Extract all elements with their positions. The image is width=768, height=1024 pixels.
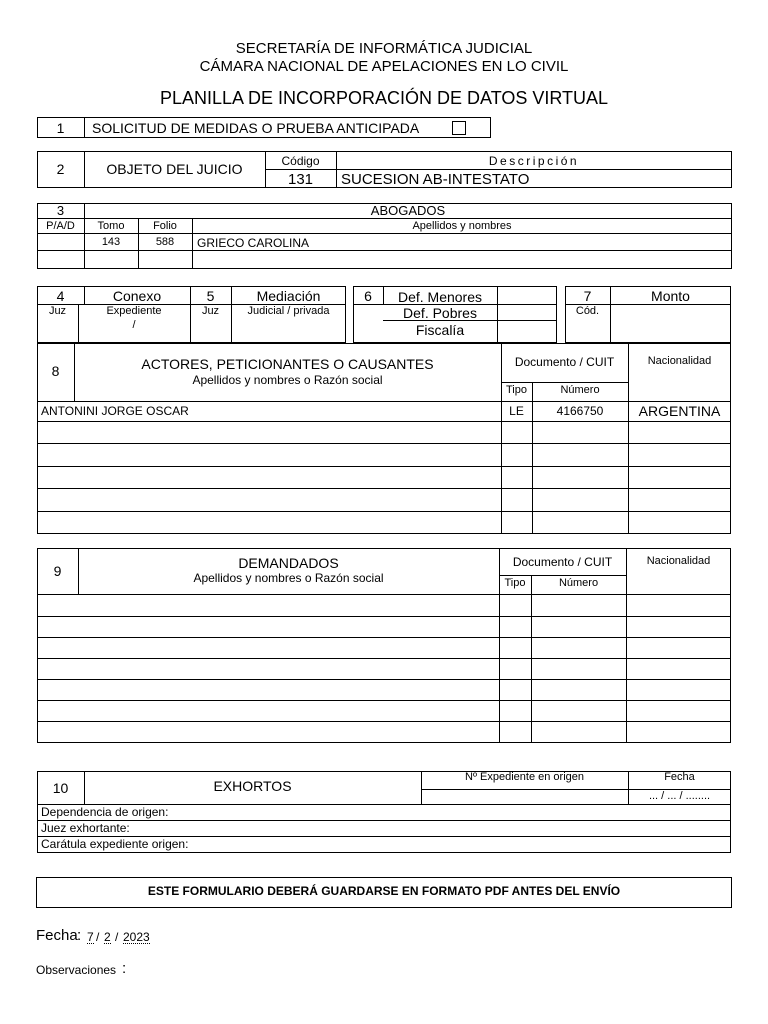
col-nombre-header: Apellidos y nombres [412,220,512,232]
mediacion-judicial: Judicial / privada [247,305,330,317]
actores-doc-header: Documento / CUIT [514,355,615,369]
section-1-label: SOLICITUD DE MEDIDAS O PRUEBA ANTICIPADA [92,120,420,136]
section-4-label: Conexo [112,288,162,304]
section-7-label: Monto [651,288,690,304]
anticipada-checkbox[interactable] [452,121,466,135]
exhortos-fecha-header: Fecha [664,771,695,783]
exhortos-exp-header: Nº Expediente en origen [465,771,584,783]
actor-nombre: ANTONINI JORGE OSCAR [41,404,189,418]
fiscalia-label: Fiscalía [415,322,465,338]
fecha-month: 2 [104,930,111,944]
section-8-label: ACTORES, PETICIONANTES O CAUSANTES [141,356,434,372]
section-1-number: 1 [56,120,65,136]
fecha-label: Fecha [36,927,78,944]
section-10-number: 10 [52,780,69,796]
section-9-sublabel: Apellidos y nombres o Razón social [193,571,384,585]
actores-numero-header: Número [560,384,600,396]
observaciones-colon: : [122,960,127,977]
monto-cod: Cód. [575,305,600,317]
fecha-slash-1: / [96,930,100,944]
codigo-value: 131 [287,171,314,188]
abogado-nombre: GRIECO CAROLINA [197,236,310,250]
descripcion-header: Descripción [488,154,580,168]
mediacion-juz: Juz [201,305,220,317]
conexo-expediente: Expediente [106,305,162,317]
actor-numero: 4166750 [556,404,604,418]
section-2-number: 2 [56,161,65,177]
col-tomo-header: Tomo [97,220,125,232]
fecha-slash-2: / [115,930,119,944]
demandados-tipo-header: Tipo [504,577,526,589]
demandados-numero-header: Número [558,577,599,589]
notice-text: ESTE FORMULARIO DEBERÁ GUARDARSE EN FORMATO PDF ANTES DEL ENVÍO [147,884,621,898]
actor-tipo: LE [509,404,524,418]
section-8-sublabel: Apellidos y nombres o Razón social [192,373,383,387]
section-10-label: EXHORTOS [213,778,292,794]
section-9-label: DEMANDADOS [238,555,339,571]
col-pad-header: P/A/D [46,220,75,232]
demandados-nac-header: Nacionalidad [646,555,711,567]
abogado-folio: 588 [155,236,175,248]
section-5-number: 5 [206,288,215,304]
demandados-doc-header: Documento / CUIT [512,555,613,569]
section-3-label: ABOGADOS [370,203,446,218]
actores-nac-header: Nacionalidad [647,355,712,367]
fecha-year: 2023 [123,930,150,944]
section-7-number: 7 [583,288,592,304]
codigo-header: Código [281,154,320,168]
fecha-colon: : [77,927,82,944]
section-5-label: Mediación [256,288,321,304]
caratula-label: Carátula expediente origen: [41,837,189,851]
actor-nacionalidad: ARGENTINA [638,403,721,419]
section-4-number: 4 [56,288,65,304]
conexo-juz: Juz [48,305,67,317]
col-folio-header: Folio [153,220,177,232]
section-3-number: 3 [56,203,65,218]
section-2-label: OBJETO DEL JUICIO [106,161,243,177]
header-line-2: CÁMARA NACIONAL DE APELACIONES EN LO CIVIL [199,58,569,75]
conexo-slash: / [132,319,136,331]
header-line-1: SECRETARÍA DE INFORMÁTICA JUDICIAL [235,40,533,57]
observaciones-label: Observaciones [36,963,117,977]
juez-exhortante-label: Juez exhortante: [41,821,130,835]
section-6-number: 6 [364,288,372,304]
abogado-tomo: 143 [101,236,121,248]
def-menores-label: Def. Menores [397,289,483,305]
section-9-number: 9 [53,563,62,579]
actores-tipo-header: Tipo [506,384,527,396]
section-8-number: 8 [51,363,60,379]
descripcion-value: SUCESION AB-INTESTATO [341,171,530,188]
exhortos-fecha-blank: ... / ... / ........ [648,790,711,802]
dependencia-origen-label: Dependencia de origen: [41,805,169,819]
fecha-day: 7 [87,930,94,944]
def-pobres-label: Def. Pobres [403,305,477,321]
page-title: PLANILLA DE INCORPORACIÓN DE DATOS VIRTUAL [159,88,609,108]
